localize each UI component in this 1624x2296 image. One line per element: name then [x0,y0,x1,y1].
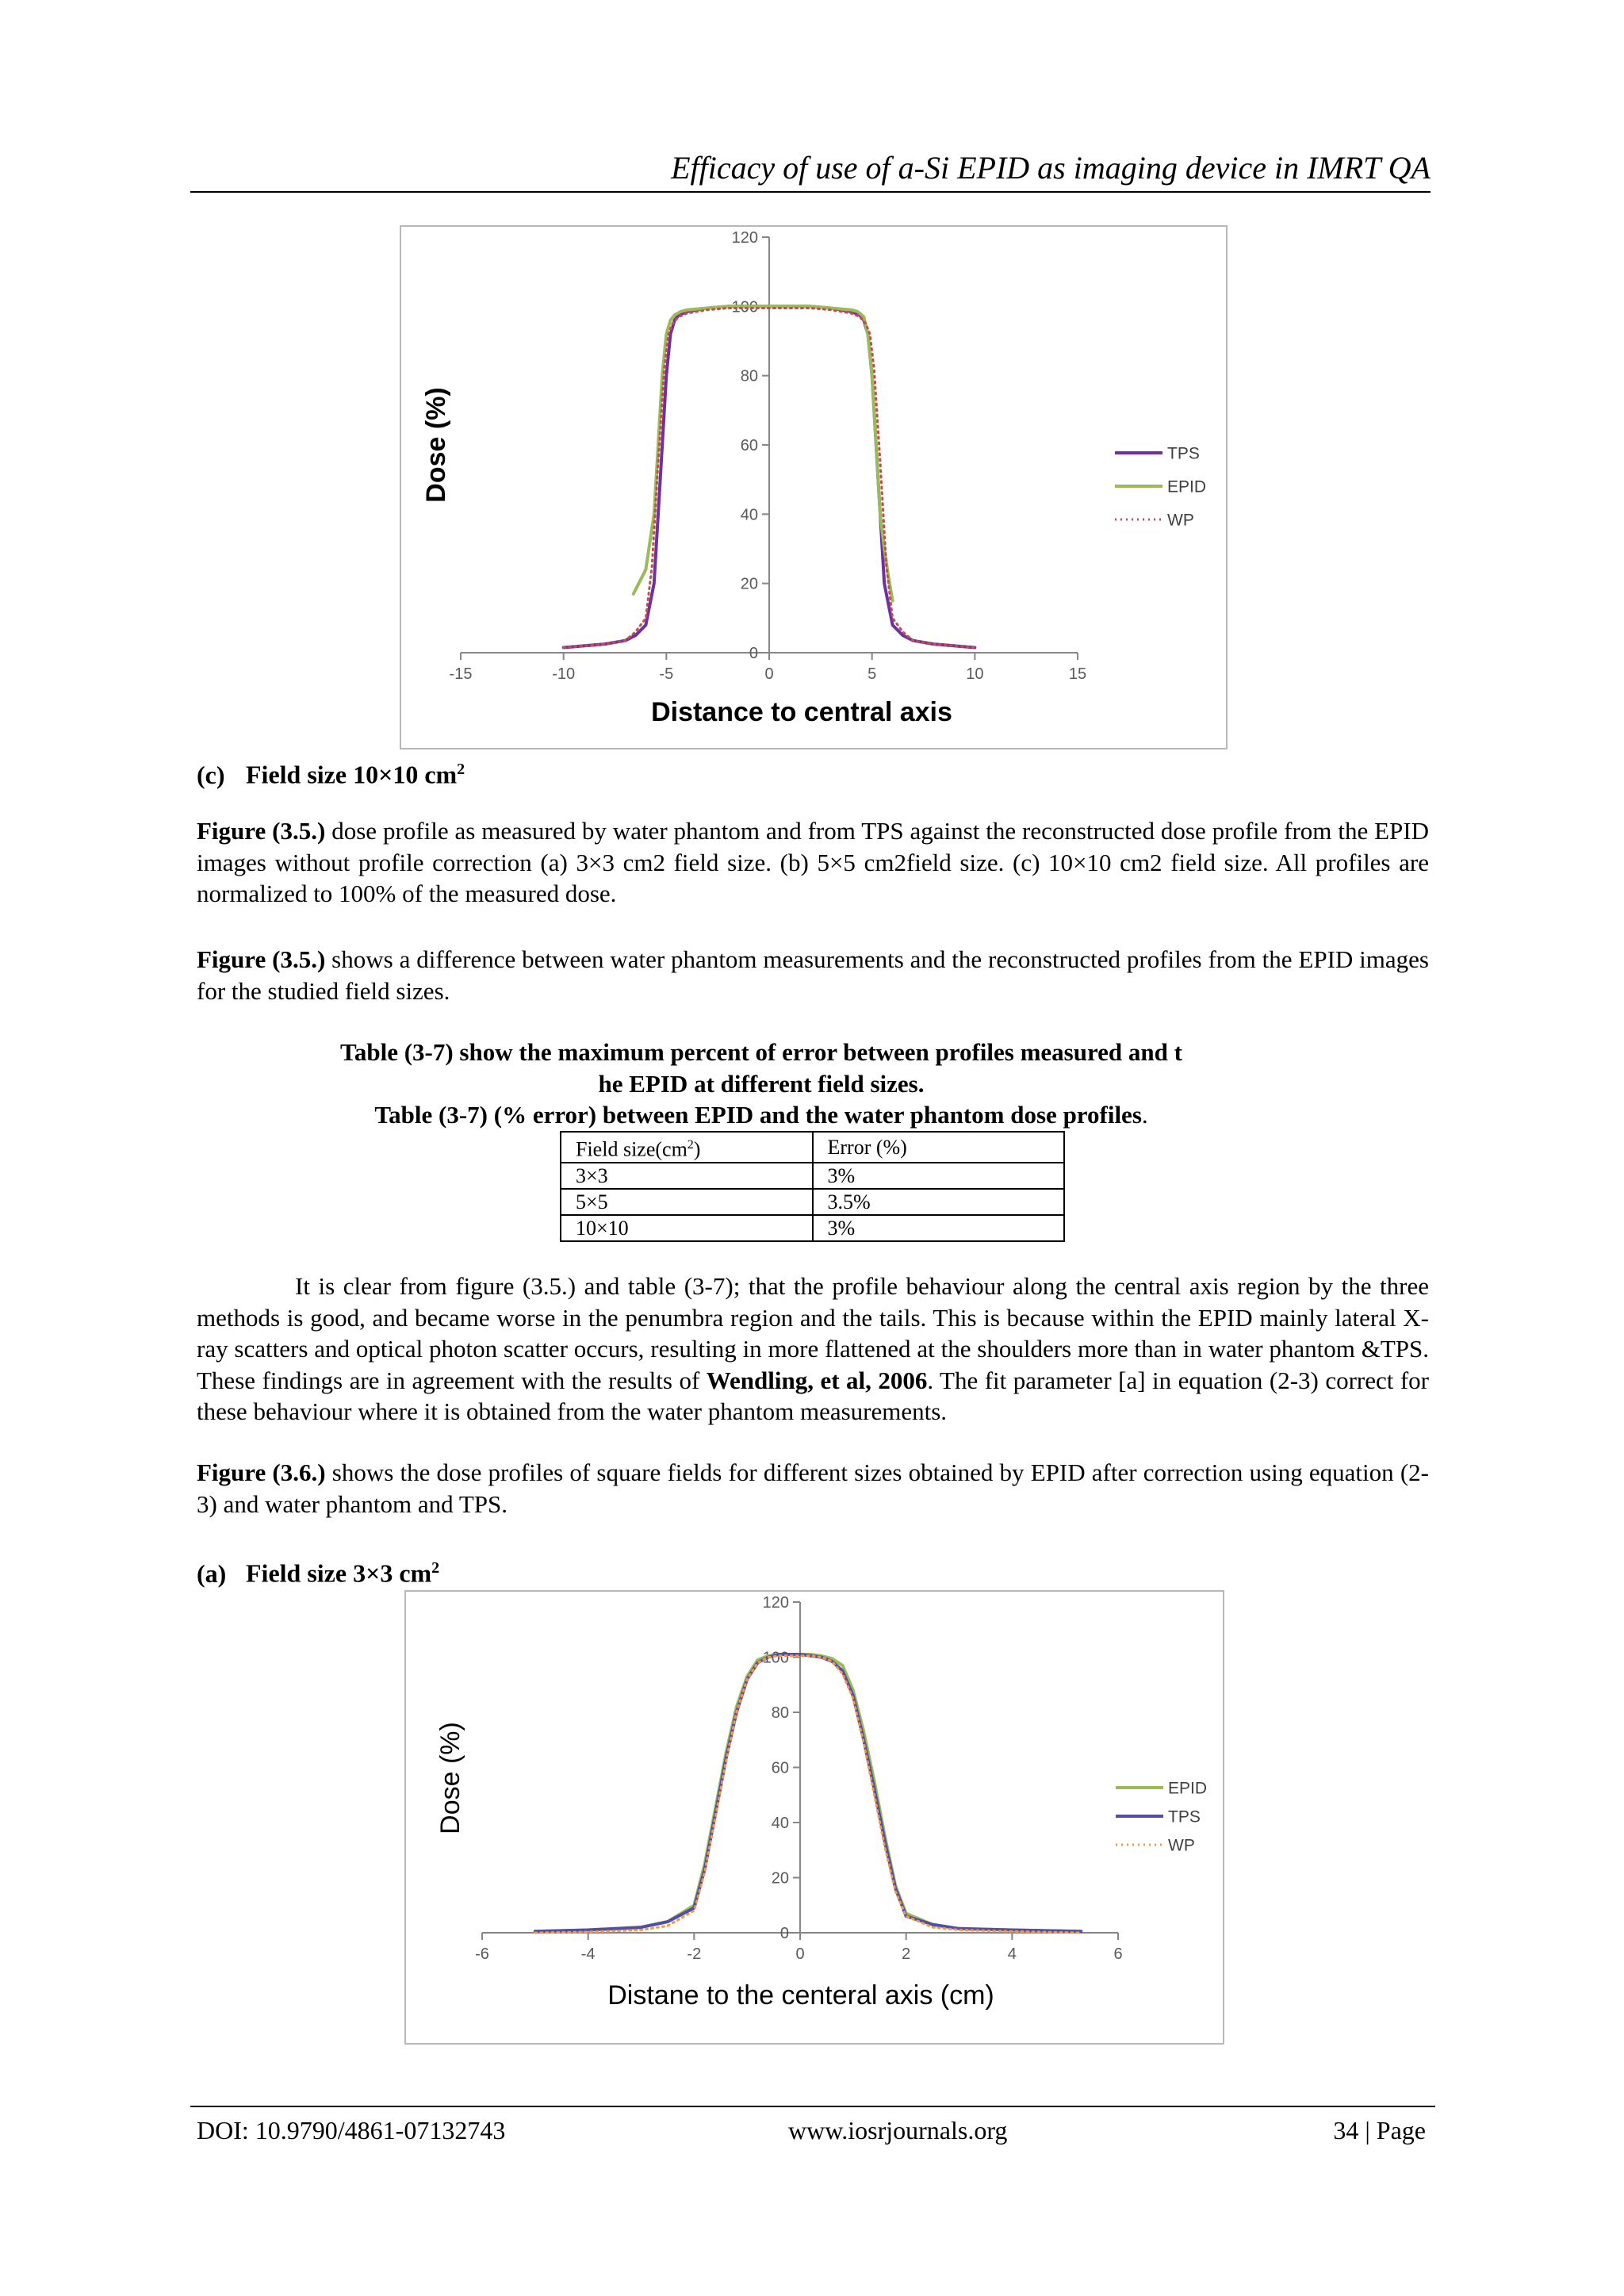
x-tick-label: 6 [1113,1945,1123,1963]
x-tick-label: -6 [475,1945,489,1963]
table-header-field-size: Field $size(cm^2)$ [561,1132,813,1163]
x-tick-label: 2 [902,1945,911,1963]
table-row [561,1189,1064,1215]
x-tick-label: 15 [1068,665,1087,683]
paragraph-figure-3-6: Figure (3.6.) shows the dose profiles of square fields for different sizes obtained by EPID after correction using equation (2-3) and water phantom and TPS. [197,1458,1429,1518]
legend-label-epid: EPID [1168,1779,1208,1798]
table-cell-error: 3.5% [813,1189,1065,1215]
table-cell-field: 5×5 [561,1189,813,1215]
y-axis-title: Dose (%) [435,1722,465,1834]
figure-top-frame [400,225,1228,749]
x-axis-title: Distance to central axis [651,697,952,727]
figure-bottom-frame [404,1590,1224,2045]
footer-website[interactable]: www.iosrjournals.org [788,2116,1008,2145]
x-axis-title: Distane to the centeral axis (cm) [607,1980,994,2010]
y-tick-label: 40 [771,1815,789,1832]
y-tick-label: 0 [779,1925,789,1942]
table-cell-field: 10×10 [561,1215,813,1241]
legend-label-tps: TPS [1168,1807,1201,1826]
x-tick-label: -10 [552,665,576,683]
y-tick-label: 100 [731,298,758,316]
x-tick-label: 0 [795,1945,805,1963]
table-heading-line2: he EPID at different field sizes. [598,1070,925,1098]
series-line-wp [535,1656,1081,1933]
y-tick-label: 20 [771,1869,789,1888]
x-tick-label: 5 [868,665,877,683]
table-header-error: Error (%) [813,1132,1065,1163]
x-tick-label: -5 [659,665,674,683]
table-caption: Table (3-7) (% error) between EPID and the water phantom dose profiles. [374,1101,1148,1129]
table-cell-error: 3% [813,1163,1065,1189]
table-cell-field: 3×3 [561,1163,813,1189]
x-tick-label: 10 [966,665,984,683]
series-line-tps [535,1654,1081,1931]
legend-label-tps: TPS [1167,444,1200,463]
y-tick-label: 60 [771,1759,789,1777]
legend-label-wp: WP [1168,1836,1195,1855]
figure-bottom-chart [406,1592,1223,2043]
table-header-row [561,1132,1064,1163]
footer-doi: DOI: 10.9790/4861-07132743 [197,2116,506,2145]
table-cell-error: 3% [813,1215,1065,1241]
figure-top-chart [401,227,1226,748]
y-tick-label: 60 [740,437,758,454]
figure-3-5-caption: Figure (3.5.) dose profile as measured by water phantom and from TPS against the reconstructed dose profile from the EPID images without profile correction (a) 3×3 cm2 field size. (b) 5×5 cm2field size. (c) 10×10 cm2 field size. All profiles are normalized to 100% of the measured dose. [197,817,1429,907]
table-row [561,1163,1064,1189]
figure-top-label: (c) Field size 10×10 $cm^2$ [197,760,465,789]
series-line-epid [634,306,893,600]
y-tick-label: 20 [740,575,758,593]
y-tick-label: 80 [740,367,758,385]
x-tick-label: 0 [764,665,774,683]
y-tick-label: 120 [762,1594,789,1612]
footer-page-number: 34 | Page [1333,2116,1426,2145]
series-line-epid [535,1654,1081,1931]
y-tick-label: 0 [749,645,758,662]
discussion-paragraph: It is clear from figure (3.5.) and table (3-7); that the profile behaviour along the central axis region by the three methods is good, and became worse in the penumbra region and the tails. This is because within the EPID mainly lateral X-ray scatters and optical photon scatter occurs, resulting in more flattened at the shoulders more than in water phantom &TPS. These findings are in agreement with the results of Wendling, et al, 2006. The fit parameter [a] in equation (2-3) correct for these behaviour where it is obtained from the water phantom measurements. [197,1272,1429,1425]
footer-rule [190,2106,1435,2107]
y-tick-label: 100 [762,1649,789,1667]
y-tick-label: 40 [740,506,758,524]
paragraph-difference: Figure (3.5.) shows a difference between water phantom measurements and the reconstructed profiles from the EPID images for the studied field sizes. [197,945,1429,1005]
error-table [560,1131,1065,1242]
y-axis-title: Dose (%) [421,387,451,503]
legend-label-wp: WP [1167,511,1194,530]
x-tick-label: -15 [449,665,473,683]
header-rule [190,191,1431,193]
running-header: Efficacy of use of a-Si EPID as imaging device in IMRT QA [671,150,1431,186]
y-tick-label: 120 [731,229,758,247]
legend-label-epid: EPID [1167,477,1207,496]
x-tick-label: -2 [687,1945,702,1963]
figure-bottom-label: (a) Field size 3×3 $cm^2$ [197,1558,440,1588]
x-tick-label: -4 [580,1945,596,1963]
table-heading-line1: Table (3-7) show the maximum percent of error between profiles measured and t [340,1038,1182,1066]
x-tick-label: 4 [1007,1945,1017,1963]
y-tick-label: 80 [771,1704,789,1722]
table-row [561,1215,1064,1241]
